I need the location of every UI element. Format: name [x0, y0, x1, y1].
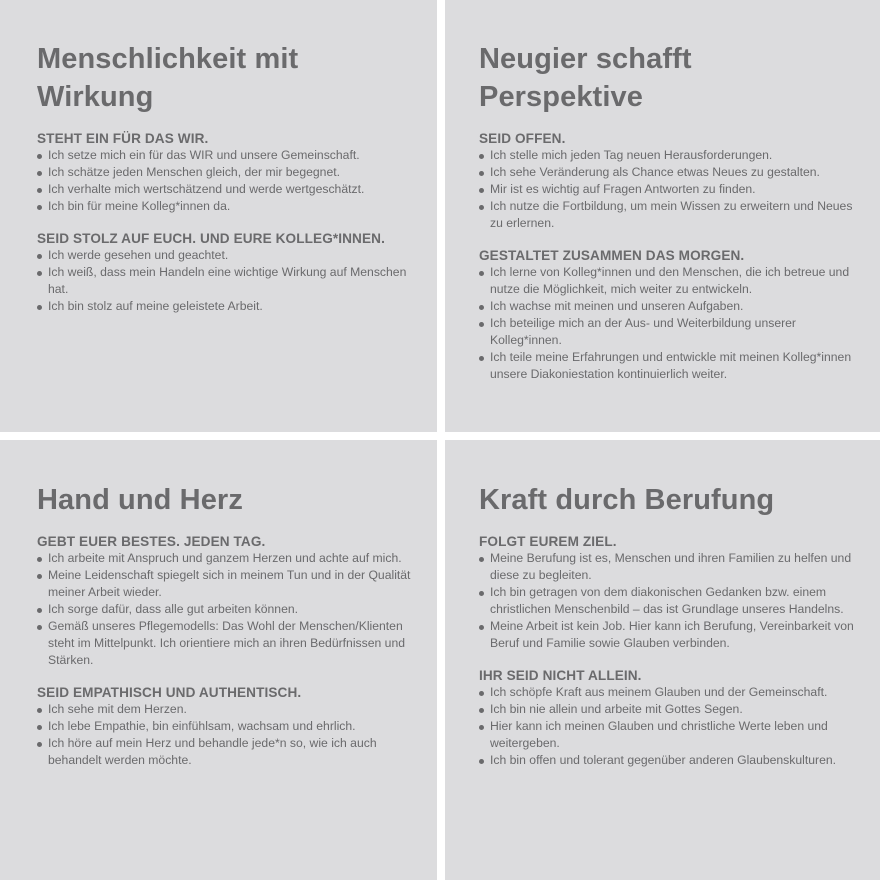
list-item: Meine Berufung ist es, Menschen und ihren Familien zu helfen und diese zu begleiten. [479, 550, 866, 584]
list-item: Ich weiß, dass mein Handeln eine wichtige Wirkung auf Menschen hat. [37, 264, 423, 298]
list-item: Ich sehe Veränderung als Chance etwas Neues zu gestalten. [479, 164, 866, 181]
section [37, 684, 423, 769]
list-item: Ich nutze die Fortbildung, um mein Wissen zu erweitern und Neues zu erlernen. [479, 198, 866, 232]
list-item: Ich wachse mit meinen und unseren Aufgaben. [479, 298, 866, 315]
list-item: Meine Leidenschaft spiegelt sich in meinem Tun und in der Qualität meiner Arbeit wieder. [37, 567, 423, 601]
panel-title: Neugier schafft Perspektive [479, 43, 692, 113]
section-heading: IHR SEID NICHT ALLEIN. [479, 668, 642, 683]
list-item: Ich bin offen und tolerant gegenüber anderen Glaubenskulturen. [479, 752, 866, 769]
section-heading: FOLGT EUREM ZIEL. [479, 534, 617, 549]
list-item: Ich beteilige mich an der Aus- und Weiterbildung unserer Kolleg*innen. [479, 315, 866, 349]
section [37, 533, 423, 669]
list-item: Ich bin nie allein und arbeite mit Gottes Segen. [479, 701, 866, 718]
list-item: Ich sehe mit dem Herzen. [37, 701, 423, 718]
list-item: Ich stelle mich jeden Tag neuen Herausforderungen. [479, 147, 866, 164]
list-item: Ich lerne von Kolleg*innen und den Menschen, die ich betreue und nutze die Möglichkeit, mich weiter zu entwickeln. [479, 264, 866, 298]
panel-kraft-durch-berufung [445, 440, 880, 880]
section-heading: STEHT EIN FÜR DAS WIR. [37, 131, 209, 146]
bullet-list [479, 684, 866, 769]
panel-title: Hand und Herz [37, 484, 243, 516]
list-item: Ich arbeite mit Anspruch und ganzem Herzen und achte auf mich. [37, 550, 423, 567]
list-item: Hier kann ich meinen Glauben und christliche Werte leben und weitergeben. [479, 718, 866, 752]
section-heading: SEID OFFEN. [479, 131, 566, 146]
list-item: Ich teile meine Erfahrungen und entwickle mit meinen Kolleg*innen unsere Diakoniestation kontinuierlich weiter. [479, 349, 866, 383]
panel-menschlichkeit [0, 0, 437, 432]
list-item: Ich bin getragen von dem diakonischen Gedanken bzw. einem christlichen Menschenbild – das ist Grundlage unseres Handelns. [479, 584, 866, 618]
list-item: Ich sorge dafür, dass alle gut arbeiten können. [37, 601, 423, 618]
panel-title: Kraft durch Berufung [479, 484, 775, 516]
section [479, 533, 866, 652]
bullet-list [37, 247, 423, 315]
section [37, 230, 423, 315]
bullet-list [479, 550, 866, 652]
list-item: Ich werde gesehen und geachtet. [37, 247, 423, 264]
section-heading: SEID EMPATHISCH UND AUTHENTISCH. [37, 685, 302, 700]
section [479, 247, 866, 383]
section [479, 667, 866, 769]
panel-title: Menschlichkeit mit Wirkung [37, 43, 299, 113]
section [479, 130, 866, 232]
list-item: Mir ist es wichtig auf Fragen Antworten zu finden. [479, 181, 866, 198]
list-item: Ich bin für meine Kolleg*innen da. [37, 198, 423, 215]
panel-neugier [445, 0, 880, 432]
list-item: Ich schätze jeden Menschen gleich, der mir begegnet. [37, 164, 423, 181]
list-item: Ich höre auf mein Herz und behandle jede*n so, wie ich auch behandelt werden möchte. [37, 735, 423, 769]
list-item: Ich setze mich ein für das WIR und unsere Gemeinschaft. [37, 147, 423, 164]
section-heading: SEID STOLZ AUF EUCH. UND EURE KOLLEG*INNEN. [37, 231, 385, 246]
bullet-list [37, 701, 423, 769]
list-item: Meine Arbeit ist kein Job. Hier kann ich Berufung, Vereinbarkeit von Beruf und Familie sowie Glauben verbinden. [479, 618, 866, 652]
list-item: Ich bin stolz auf meine geleistete Arbeit. [37, 298, 423, 315]
panel-hand-und-herz [0, 440, 437, 880]
section-heading: GESTALTET ZUSAMMEN DAS MORGEN. [479, 248, 745, 263]
bullet-list [479, 147, 866, 232]
bullet-list [479, 264, 866, 383]
bullet-list [37, 550, 423, 669]
section-heading: GEBT EUER BESTES. JEDEN TAG. [37, 534, 266, 549]
list-item: Ich schöpfe Kraft aus meinem Glauben und der Gemeinschaft. [479, 684, 866, 701]
list-item: Ich lebe Empathie, bin einfühlsam, wachsam und ehrlich. [37, 718, 423, 735]
list-item: Ich verhalte mich wertschätzend und werde wertgeschätzt. [37, 181, 423, 198]
section [37, 130, 423, 215]
list-item: Gemäß unseres Pflegemodells: Das Wohl der Menschen/Klienten steht im Mittelpunkt. Ich orientiere mich an ihren Bedürfnissen und Stärken. [37, 618, 423, 669]
bullet-list [37, 147, 423, 215]
